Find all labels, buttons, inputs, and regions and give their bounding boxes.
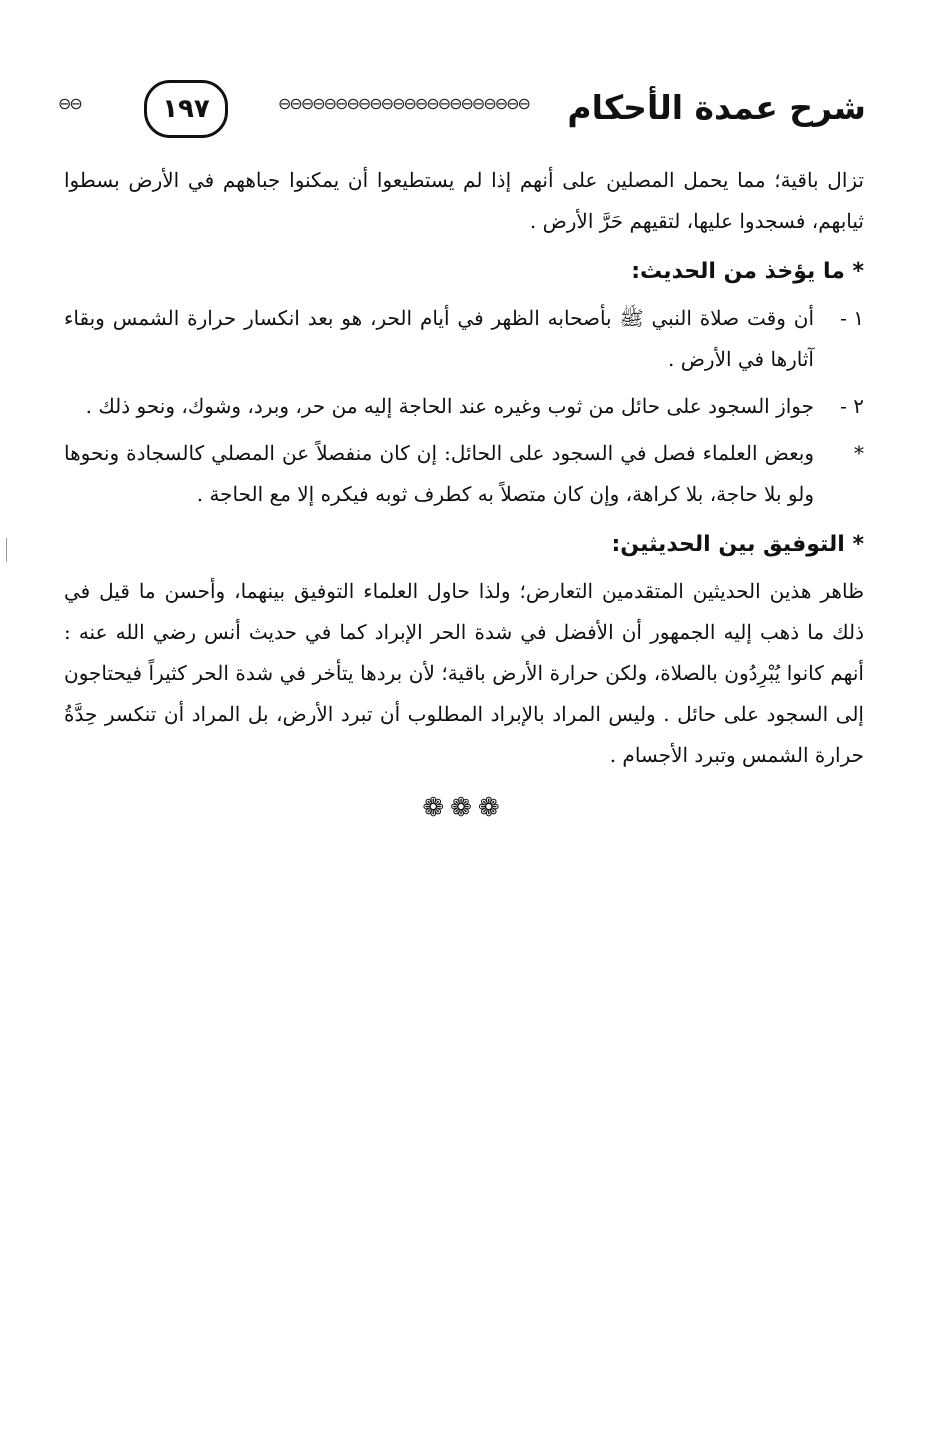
list-item-text: أن وقت صلاة النبي ﷺ بأصحابه الظهر في أيام الحر، هو بعد انكسار حرارة الشمس وبقاء آثارها في الأرض .	[64, 306, 814, 371]
list-item-marker: ٢ -	[840, 394, 864, 418]
page-number: ١٩٧	[144, 80, 228, 138]
list-item	[64, 433, 864, 515]
section-heading-takeaways: * ما يؤخذ من الحديث:	[631, 259, 864, 284]
end-ornament: ❁❁❁	[422, 793, 506, 823]
intro-paragraph: تزال باقية؛ مما يحمل المصلين على أنهم إذا لم يستطيعوا أن يمكنوا جباههم في الأرض بسطوا ثيابهم، فسجدوا عليها، لتقيهم حَرَّ الأرض .	[64, 168, 864, 233]
list-item	[64, 386, 864, 427]
list-item-text: وبعض العلماء فصل في السجود على الحائل: إن كان منفصلاً عن المصلي كالسجادة ونحوها ولو بلا حاجة، بلا كراهة، وإن كان متصلاً به كطرف ثوبه فيكره إلا مع الحاجة .	[64, 441, 814, 506]
page-body	[64, 160, 864, 828]
book-title: شرح عمدة الأحكام	[567, 88, 866, 127]
list-item-text: جواز السجود على حائل من ثوب وغيره عند الحاجة إليه من حر، وبرد، وشوك، ونحو ذلك .	[85, 394, 814, 418]
header-ornament-chain: ⊖⊖⊖⊖⊖⊖⊖⊖⊖⊖⊖⊖⊖⊖⊖⊖⊖⊖⊖⊖⊖⊖	[278, 94, 529, 113]
list-item	[64, 298, 864, 380]
list-item-marker: ١ -	[840, 306, 864, 330]
section-heading-reconciliation: * التوفيق بين الحديثين:	[611, 532, 864, 557]
list-item-marker: *	[854, 441, 864, 465]
header-ornament-left: ⊖⊖	[58, 94, 81, 113]
page-header	[48, 72, 866, 152]
reconcile-paragraph: ظاهر هذين الحديثين المتقدمين التعارض؛ ولذا حاول العلماء التوفيق بينهما، وأحسن ما قيل في ذلك ما ذهب إليه الجمهور أن الأفضل في شدة الحر الإبراد كما في حديث أنس رضي الله عنه : أنهم كانوا يُبْرِدُون بالصلاة، ولكن حرارة الأرض باقية؛ لأن بردها يتأخر في شدة الحر كثيراً فيحتاجون إلى السجود على حائل . وليس المراد بالإبراد المطلوب أن تبرد الأرض، بل المراد أن تنكسر حِدَّةُ حرارة الشمس وتبرد الأجسام .	[64, 579, 864, 767]
margin-mark	[6, 538, 7, 562]
